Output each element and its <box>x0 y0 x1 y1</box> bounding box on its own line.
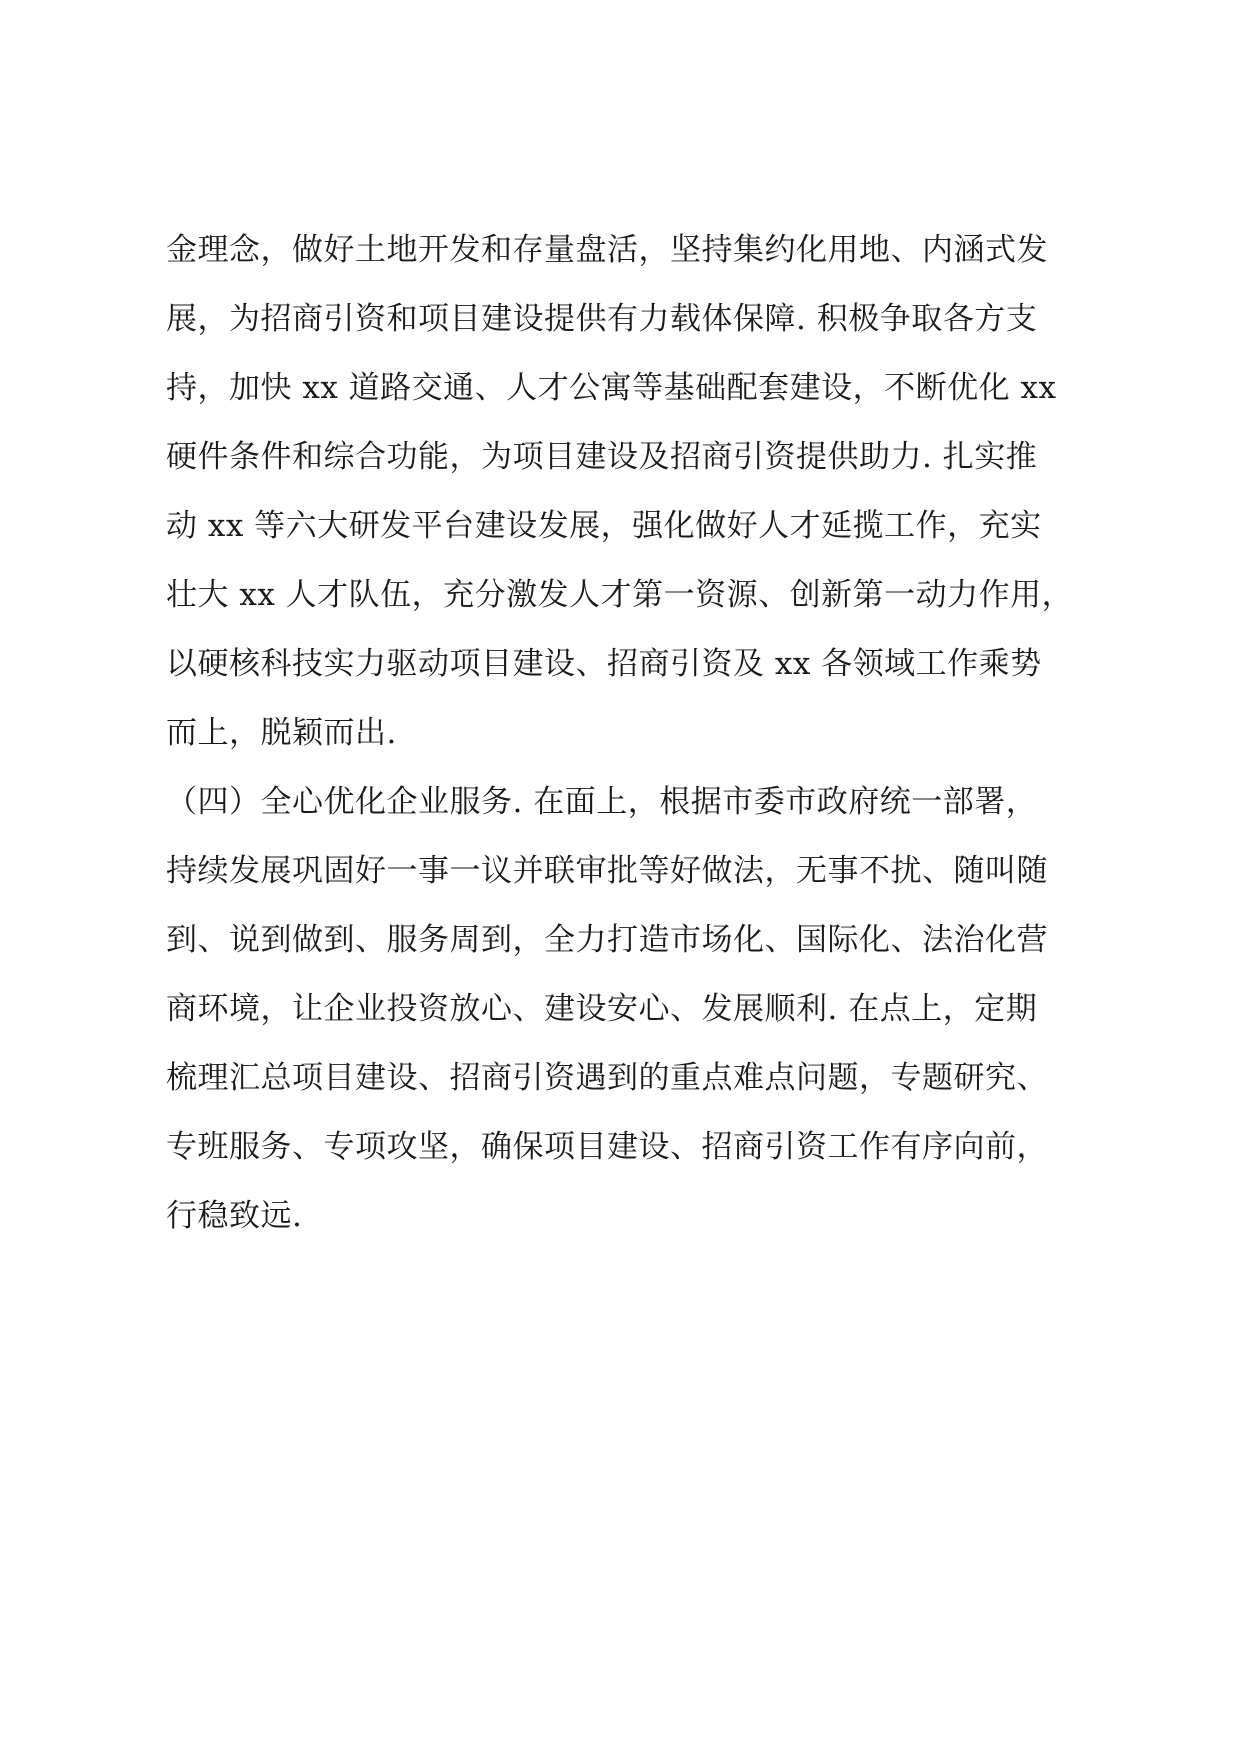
paragraph-line: 梳理汇总项目建设、招商引资遇到的重点难点问题，专题研究、 <box>166 1060 1048 1096</box>
paragraph-line: 商环境，让企业投资放心、建设安心、发展顺利. 在点上，定期 <box>166 991 1038 1027</box>
paragraph-line: 以硬核科技实力驱动项目建设、招商引资及 xx 各领域工作乘势 <box>166 646 1042 682</box>
paragraph-line: （四）全心优化企业服务. 在面上，根据市委市政府统一部署， <box>166 784 1038 820</box>
paragraph-line: 到、说到做到、服务周到，全力打造市场化、国际化、法治化营 <box>166 922 1048 958</box>
paragraph-line: 展，为招商引资和项目建设提供有力载体保障. 积极争取各方支 <box>166 301 1038 337</box>
paragraph-line: 行稳致远. <box>166 1198 303 1234</box>
paragraph-line: 专班服务、专项攻坚，确保项目建设、招商引资工作有序向前， <box>166 1129 1048 1165</box>
paragraph-line: 硬件条件和综合功能，为项目建设及招商引资提供助力. 扎实推 <box>166 439 1038 475</box>
paragraph-line: 持，加快 xx 道路交通、人才公寓等基础配套建设，不断优化 xx <box>166 370 1057 406</box>
paragraph-line: 而上，脱颖而出. <box>166 715 397 751</box>
paragraph-1 <box>166 216 1096 768</box>
paragraph-2 <box>166 768 1096 1251</box>
paragraph-line: 动 xx 等六大研发平台建设发展，强化做好人才延揽工作，充实 <box>166 508 1042 544</box>
paragraph-line: 金理念，做好土地开发和存量盘活，坚持集约化用地、内涵式发 <box>166 232 1048 268</box>
paragraph-line: 持续发展巩固好一事一议并联审批等好做法，无事不扰、随叫随 <box>166 853 1048 889</box>
paragraph-line: 壮大 xx 人才队伍，充分激发人才第一资源、创新第一动力作用， <box>166 577 1074 613</box>
